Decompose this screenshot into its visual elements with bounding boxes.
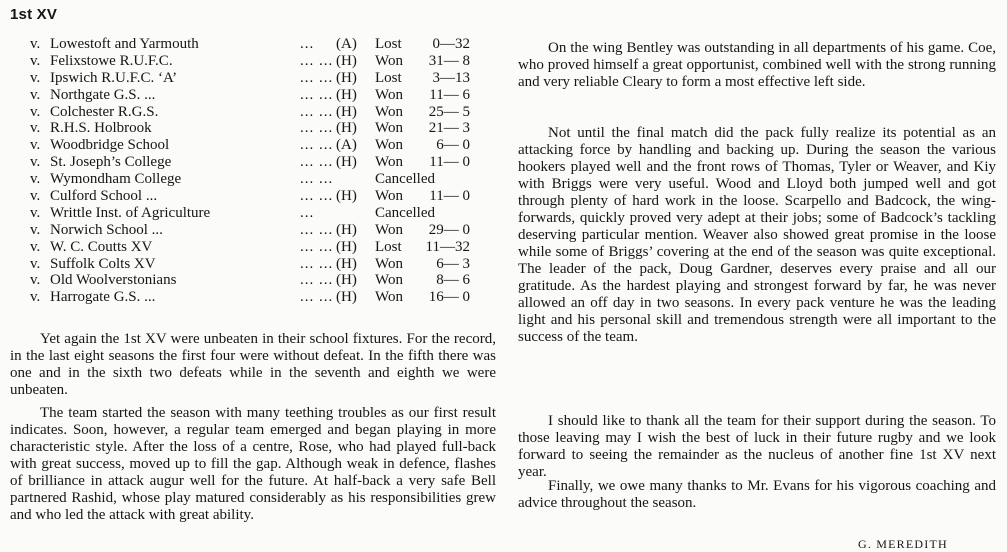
fixture-row: [30, 256, 500, 273]
fixture-row: [30, 188, 500, 205]
thanks-paragraph: I should like to thank all the team for their support during the season. To those leaving may I wish the best of luck in their future rugby and we look forward to seeing the remainder as the nucleus of another fine 1st XV next year.: [518, 413, 996, 480]
fixture-result: Cancelled: [375, 204, 435, 221]
fixture-venue: (H): [336, 255, 357, 272]
fixture-result: Won: [375, 272, 403, 289]
fixture-result: Won: [375, 289, 403, 306]
fixture-v: v.: [30, 238, 41, 255]
fixture-dots: ... ...: [300, 289, 334, 306]
fixture-row: [30, 154, 500, 171]
fixture-v: v.: [30, 171, 41, 188]
fixture-result: Won: [375, 103, 403, 120]
fixture-result: Won: [375, 221, 403, 238]
fixture-result: Won: [375, 188, 403, 205]
fixture-result: Lost: [375, 238, 402, 255]
fixture-score: 11— 0: [429, 154, 470, 171]
fixture-dots: ... ...: [300, 137, 334, 154]
fixture-opponent: Woodbridge School: [50, 137, 170, 154]
fixture-venue: (H): [336, 188, 357, 205]
fixture-v: v.: [30, 289, 41, 306]
fixture-opponent: Northgate G.S. ...: [50, 86, 156, 103]
fixture-result: Lost: [375, 69, 402, 86]
fixture-v: v.: [30, 204, 41, 221]
fixture-result: Won: [375, 120, 403, 137]
fixture-result: Won: [375, 52, 403, 69]
fixture-result: Cancelled: [375, 171, 435, 188]
fixture-opponent: Writtle Inst. of Agriculture: [50, 204, 211, 221]
fixture-venue: (H): [336, 272, 357, 289]
fixture-row: [30, 120, 500, 137]
fixture-score: 0—32: [432, 36, 470, 52]
fixture-opponent: Suffolk Colts XV: [50, 255, 156, 272]
fixture-v: v.: [30, 52, 41, 69]
fixture-venue: (H): [336, 238, 357, 255]
fixture-score: 16— 0: [428, 289, 470, 306]
fixture-dots: ... ...: [300, 120, 334, 137]
fixture-opponent: Norwich School ...: [50, 221, 163, 238]
fixture-venue: (A): [336, 137, 357, 154]
fixture-venue: (H): [336, 120, 357, 137]
coach-paragraph: Finally, we owe many thanks to Mr. Evans for his vigorous coaching and advice throughout the season.: [518, 478, 996, 511]
fixture-opponent: Wymondham College: [50, 171, 182, 188]
fixture-score: 11— 0: [429, 188, 470, 205]
fixture-row: [30, 104, 500, 121]
forwards-paragraph: Not until the final match did the pack fully realize its potential as an attacking force by handling and backing up. During the season the various hookers played well and the front rows of Thomas, Tyler or Weaver, and Kiy with Briggs were very useful. Wood and Lloyd both jumped well and got through plenty of hard work in the loose. Scarpello and Badcock, the wing-forwards, quickly proved very adept at their jobs; some of Badcock’s tackling deserving particular mention. Weaver also showed great promise in the loose while some of Briggs’ covering at the end of the season was quite exceptional. The leader of the pack, Doug Gardner, deserves every praise and all our gratitude. As the hardest playing and strongest forward by far, he was never allowed an off day in two seasons. In every pack venture he was the leading light and his personal skill and tremendous strength were all important to the success of the team.: [518, 125, 996, 345]
fixture-venue: (H): [336, 52, 357, 69]
fixture-opponent: W. C. Coutts XV: [50, 238, 153, 255]
section-heading: 1st XV: [10, 6, 58, 23]
fixture-result: Won: [375, 255, 403, 272]
fixture-row: [30, 205, 500, 222]
fixture-venue: (A): [336, 36, 357, 52]
fixture-v: v.: [30, 154, 41, 171]
fixture-venue: (H): [336, 103, 357, 120]
fixture-venue: (H): [336, 69, 357, 86]
fixture-row: [30, 87, 500, 104]
backs-paragraph: On the wing Bentley was outstanding in all departments of his game. Coe, who proved himself a great opportunist, combined well with the strong running and very reliable Cleary to form a most effective left side.: [518, 40, 996, 90]
fixture-score: 8— 6: [436, 272, 470, 289]
fixture-row: [30, 171, 500, 188]
fixture-score: 3—13: [432, 69, 470, 86]
fixture-dots: ... ...: [300, 238, 334, 255]
fixture-opponent: Colchester R.G.S.: [50, 103, 159, 120]
fixture-score: 21— 3: [428, 120, 470, 137]
signature: G. MEREDITH: [858, 537, 948, 551]
fixture-row: [30, 53, 500, 70]
fixture-venue: (H): [336, 86, 357, 103]
team-paragraph: The team started the season with many teething troubles as our first result indicates. Soon, however, a regular team emerged and began playing in more characteristic style. After the loss of a centre, Rose, who had played full-back with great success, moved up to fill the gap. Although weak in defence, flashes of brilliance in attack augur well for the future. At half-back a very safe Bell partnered Rashid, whose play matured considerably as his responsibilities grew and who led the attack with great ability.: [10, 405, 496, 523]
fixture-score: 11— 6: [429, 86, 470, 103]
fixture-v: v.: [30, 103, 41, 120]
fixture-opponent: Felixstowe R.U.F.C.: [50, 52, 173, 69]
fixture-dots: ... ...: [300, 272, 334, 289]
fixture-v: v.: [30, 272, 41, 289]
fixture-score: 29— 0: [428, 221, 470, 238]
fixture-v: v.: [30, 255, 41, 272]
fixture-dots: ... ...: [300, 221, 334, 238]
fixture-result: Won: [375, 137, 403, 154]
fixture-v: v.: [30, 86, 41, 103]
fixture-score: 6— 0: [436, 137, 470, 154]
fixture-row: [30, 36, 500, 53]
fixture-v: v.: [30, 188, 41, 205]
fixture-opponent: Harrogate G.S. ...: [50, 289, 156, 306]
fixture-opponent: Culford School ...: [50, 188, 158, 205]
fixture-opponent: Lowestoft and Yarmouth: [50, 36, 199, 52]
fixture-v: v.: [30, 36, 41, 52]
fixture-row: [30, 137, 500, 154]
fixture-dots: ...: [300, 36, 315, 52]
fixture-result: Lost: [375, 36, 402, 52]
fixture-opponent: St. Joseph’s College: [50, 154, 172, 171]
fixture-dots: ... ...: [300, 86, 334, 103]
fixture-dots: ... ...: [300, 69, 334, 86]
fixture-v: v.: [30, 69, 41, 86]
record-paragraph: Yet again the 1st XV were unbeaten in their school fixtures. For the record, in the last eight seasons the first four were without defeat. In the fifth there was one and in the sixth two defeats while in the seventh and eighth we were unbeaten.: [10, 331, 496, 398]
fixture-dots: ... ...: [300, 255, 334, 272]
fixture-venue: (H): [336, 289, 357, 306]
fixture-result: Won: [375, 154, 403, 171]
fixture-row: [30, 70, 500, 87]
fixture-dots: ...: [300, 204, 315, 221]
fixture-v: v.: [30, 120, 41, 137]
fixture-opponent: R.H.S. Holbrook: [50, 120, 152, 137]
fixture-dots: ... ...: [300, 52, 334, 69]
fixtures-list: [30, 36, 500, 306]
fixture-dots: ... ...: [300, 103, 334, 120]
fixture-score: 31— 8: [428, 52, 470, 69]
fixture-v: v.: [30, 221, 41, 238]
fixture-row: [30, 222, 500, 239]
fixture-dots: ... ...: [300, 171, 334, 188]
fixture-venue: (H): [336, 221, 357, 238]
fixture-result: Won: [375, 86, 403, 103]
fixture-opponent: Old Woolverstonians: [50, 272, 177, 289]
fixture-score: 6— 3: [436, 255, 470, 272]
fixture-venue: (H): [336, 154, 357, 171]
fixture-row: [30, 289, 500, 306]
fixture-row: [30, 239, 500, 256]
fixture-dots: ... ...: [300, 188, 334, 205]
fixture-row: [30, 272, 500, 289]
fixture-dots: ... ...: [300, 154, 334, 171]
fixture-score: 25— 5: [428, 103, 470, 120]
fixture-score: 11—32: [425, 238, 470, 255]
fixture-opponent: Ipswich R.U.F.C. ‘A’: [50, 69, 178, 86]
fixture-v: v.: [30, 137, 41, 154]
